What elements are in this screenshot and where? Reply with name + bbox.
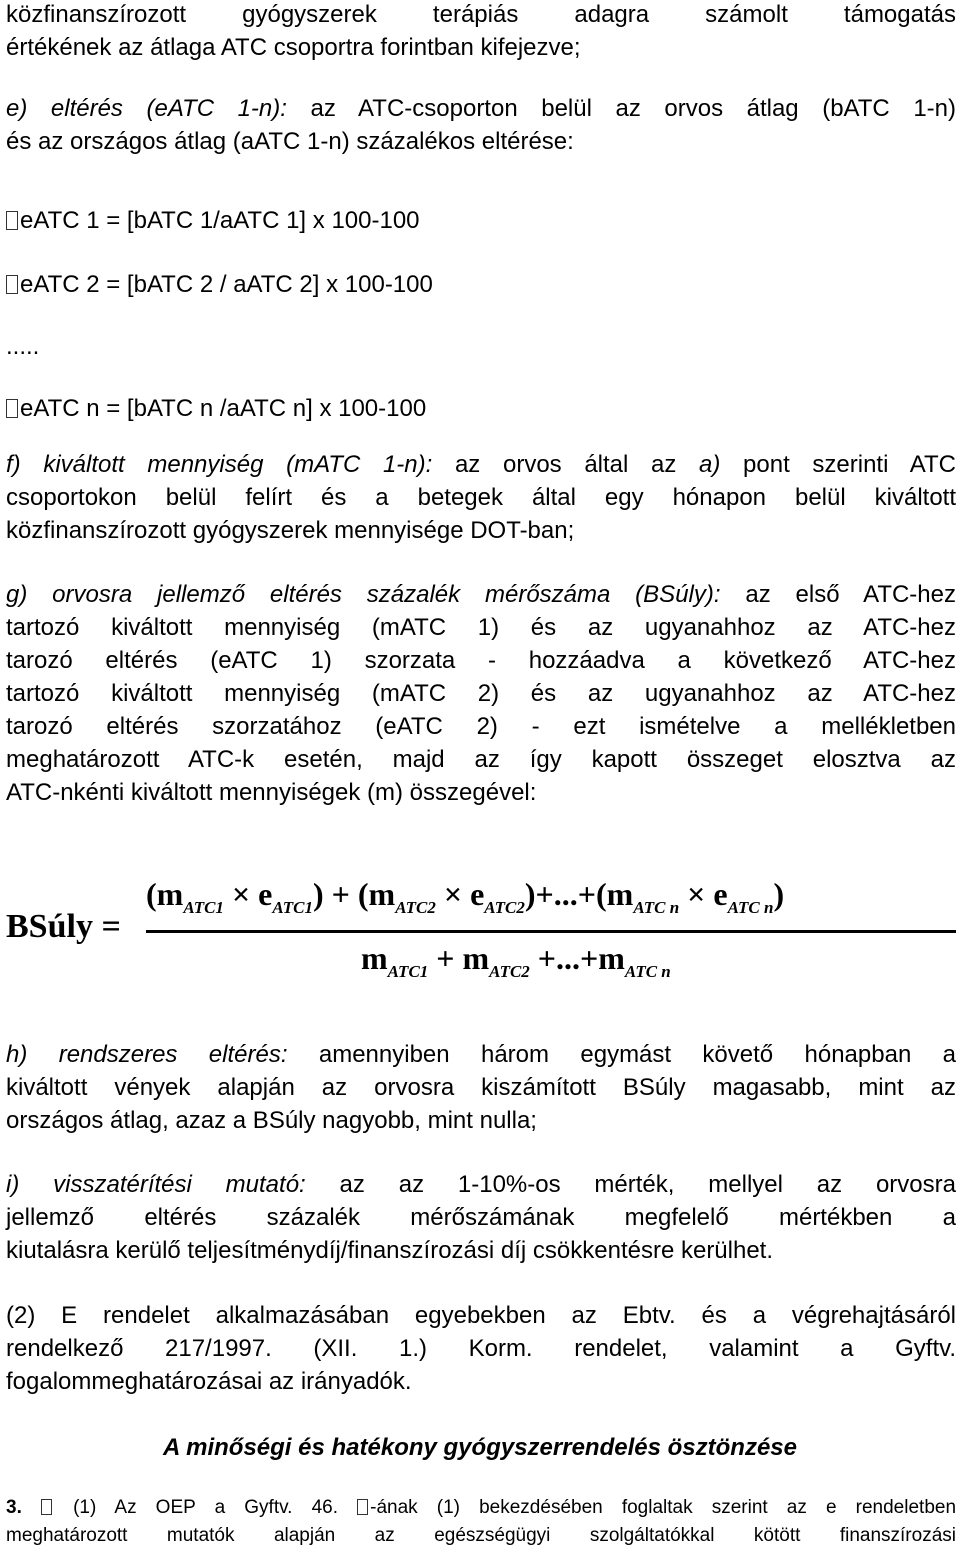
paragraph-2 [6, 1299, 956, 1398]
den-term-n: +...+m [529, 940, 625, 976]
den-term-2: + m [428, 940, 490, 976]
num-times-1: × e [223, 876, 273, 912]
formula-lhs: BSúly = [6, 908, 121, 945]
bsuly-formula [6, 870, 956, 985]
para-i-line-1-text: az az 1-10%-os mérték, mellyel az orvosra [305, 1171, 956, 1198]
section-title: A minőségi és hatékony gyógyszerrendelés ösztönzése [163, 1434, 797, 1461]
formula-ellipsis: ..... [6, 333, 40, 360]
formula-e1 [6, 189, 956, 253]
para-f-line-2: csoportokon belül felírt és a betegek által egy hónapon belül kiváltott [6, 484, 956, 511]
para-i-line-3: kiutalásra kerülő teljesítménydíj/finanszírozási díj csökkentésre kerülhet. [6, 1237, 774, 1264]
num-term-n: )+...+(m [524, 876, 634, 912]
para-f-line-1-end: pont szerinti ATC [720, 451, 956, 478]
paragraph-i [6, 1168, 956, 1267]
para-2-line-3: fogalommeghatározásai az irányadók. [6, 1368, 412, 1395]
missing-glyph-icon [6, 275, 18, 294]
num-sub-2b: ATC2 [484, 898, 525, 917]
num-sub-1b: ATC1 [272, 898, 313, 917]
section-sign-icon [357, 1499, 368, 1515]
paragraph-intro [6, 0, 956, 64]
para-g-line-6: meghatározott ATC-k esetén, majd az így kapott összeget elosztva az [6, 746, 956, 773]
para-g-line-4: tartozó kiváltott mennyiség (mATC 2) és az ugyanahhoz az ATC-hez [6, 680, 956, 707]
para-f-ref: a) [699, 451, 721, 478]
para-3-line-1-text-a: (1) Az OEP a Gyftv. 46. [53, 1497, 358, 1518]
para-g-label: g) orvosra jellemző eltérés százalék mérőszáma (BSúly): [6, 581, 721, 608]
num-sub-nb: ATC n [727, 898, 774, 917]
intro-line-1: közfinanszírozott gyógyszerek terápiás adagra számolt támogatás [6, 1, 956, 28]
paragraph-e [6, 92, 956, 158]
para-i-line-2: jellemző eltérés százalék mérőszámának megfelelő mértékben a [6, 1204, 956, 1231]
den-sub-1: ATC1 [387, 962, 429, 981]
paragraph-3 [6, 1494, 956, 1550]
num-sub-n: ATC n [633, 898, 680, 917]
num-term-2: ) + (m [313, 876, 396, 912]
para-2-line-2: rendelkező 217/1997. (XII. 1.) Korm. rendelet, valamint a Gyftv. [6, 1335, 956, 1362]
para-2-line-1: (2) E rendelet alkalmazásában egyebekben az Ebtv. és a végrehajtásáról [6, 1302, 956, 1329]
num-times-n: × e [679, 876, 728, 912]
para-h-line-2: kiváltott vények alapján az orvosra kiszámított BSúly magasabb, mint az [6, 1074, 956, 1101]
para-3-number: 3. [6, 1497, 22, 1518]
para-g-line-5: tarozó eltérés szorzatához (eATC 2) - ezt ismételve a mellékletben [6, 713, 956, 740]
formula-e2-text: eATC 2 = [bATC 2 / aATC 2] x 100-100 [20, 271, 433, 298]
formula-list [6, 189, 956, 441]
num-term-1: (m [146, 876, 184, 912]
paragraph-f [6, 448, 956, 547]
den-sub-n: ATC n [624, 962, 671, 981]
paragraph-g [6, 578, 956, 809]
para-f-label: f) kiváltott mennyiség (mATC 1-n): [6, 451, 433, 478]
den-sub-2: ATC2 [489, 962, 530, 981]
num-times-2: × e [435, 876, 485, 912]
para-e-line-1 [6, 92, 956, 125]
para-i-label: i) visszatérítési mutató: [6, 1171, 306, 1198]
den-term-1: m [361, 940, 388, 976]
missing-glyph-icon [6, 399, 18, 418]
paragraph-h [6, 1038, 956, 1137]
para-h-line-1-text: amennyiben három egymást követő hónapban a [287, 1041, 956, 1068]
formula-e2 [6, 253, 956, 317]
formula-denominator [361, 940, 671, 982]
num-sub-2: ATC2 [395, 898, 436, 917]
intro-line-2: értékének az átlaga ATC csoportra forintban kifejezve; [6, 34, 581, 61]
missing-glyph-icon [6, 211, 18, 230]
para-f-line-3: közfinanszírozott gyógyszerek mennyisége DOT-ban; [6, 517, 575, 544]
para-h-line-3: országos átlag, azaz a BSúly nagyobb, mint nulla; [6, 1107, 537, 1134]
para-3-line-1-text-b: -ának (1) bekezdésében foglaltak szerint az e rendeletben [370, 1497, 957, 1518]
fraction-bar [146, 930, 956, 933]
num-sub-1: ATC1 [183, 898, 224, 917]
para-h-label: h) rendszeres eltérés: [6, 1041, 288, 1068]
para-g-line-1 [6, 578, 956, 611]
para-f-line-1 [6, 448, 956, 481]
formula-e1-text: eATC 1 = [bATC 1/aATC 1] x 100-100 [20, 207, 420, 234]
para-3-line-2: meghatározott mutatók alapján az egészségügyi szolgáltatókkal kötött finanszírozási [6, 1525, 956, 1546]
formula-en-text: eATC n = [bATC n /aATC n] x 100-100 [20, 395, 427, 422]
para-g-line-2: tartozó kiváltott mennyiség (mATC 1) és az ugyanahhoz az ATC-hez [6, 614, 956, 641]
para-g-line-3: tarozó eltérés (eATC 1) szorzata - hozzáadva a következő ATC-hez [6, 647, 956, 674]
num-close: ) [773, 876, 785, 912]
para-i-line-1 [6, 1168, 956, 1201]
para-3-line-1 [6, 1494, 956, 1522]
para-h-line-1 [6, 1038, 956, 1071]
para-g-line-1-text: az első ATC-hez [720, 581, 956, 608]
formula-en [6, 377, 956, 441]
para-3-space [22, 1497, 41, 1518]
formula-numerator [146, 876, 784, 918]
para-e-line-2: és az országos átlag (aATC 1-n) százalékos eltérése: [6, 128, 574, 155]
para-f-line-1-text: az orvos által az [432, 451, 700, 478]
para-e-label: e) eltérés (eATC 1-n): [6, 95, 287, 122]
section-sign-icon [41, 1499, 52, 1515]
para-g-line-7: ATC-nkénti kiváltott mennyiségek (m) összegével: [6, 779, 537, 806]
para-e-line-1-text: az ATC-csoporton belül az orvos átlag (bATC 1-n) [286, 95, 956, 122]
